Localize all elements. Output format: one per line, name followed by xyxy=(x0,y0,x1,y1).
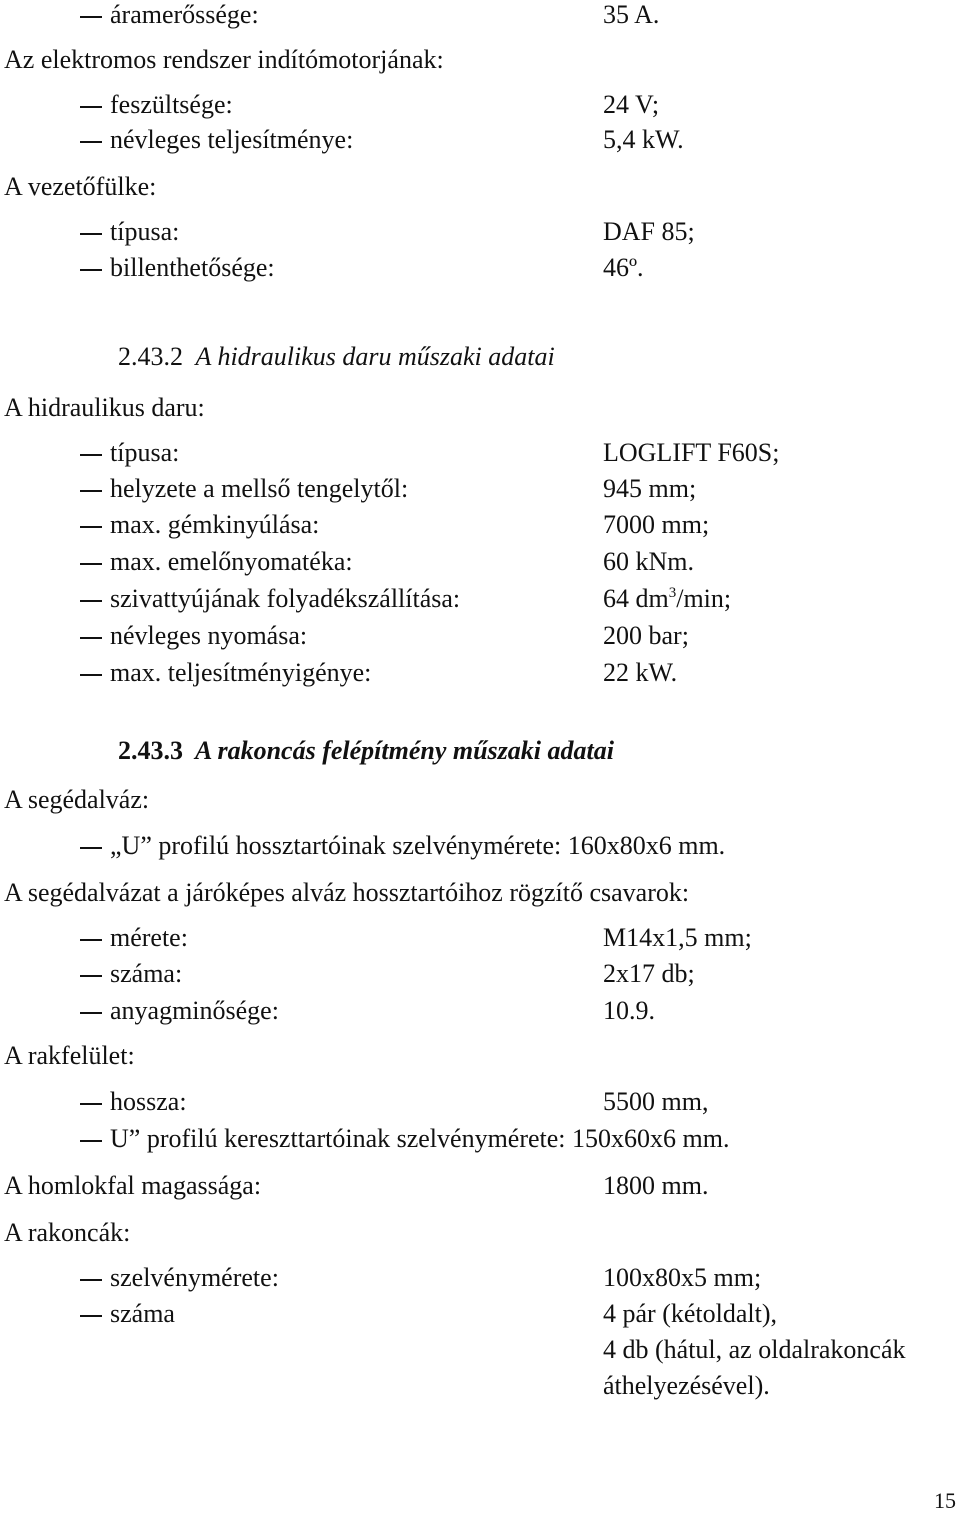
spec-value: 46º. xyxy=(603,253,644,282)
spec-value: 35 A. xyxy=(603,0,660,29)
bullet-dash xyxy=(80,454,102,456)
spec-line xyxy=(0,255,960,285)
section-intro xyxy=(0,880,960,910)
bullet-dash xyxy=(80,106,102,108)
bullet-dash xyxy=(80,563,102,565)
spec-line xyxy=(0,127,960,157)
bullet-dash xyxy=(80,1103,102,1105)
heading-title: A hidraulikus daru műszaki adatai xyxy=(195,342,555,371)
spec-label: névleges nyomása: xyxy=(110,621,308,650)
spec-value: 100x80x5 mm; xyxy=(603,1263,762,1292)
spec-label: típusa: xyxy=(110,438,180,467)
value-unit: /min; xyxy=(676,584,732,613)
bullet-dash xyxy=(80,1315,102,1317)
spec-label: A homlokfal magassága: xyxy=(4,1171,262,1200)
spec-value: 5500 mm, xyxy=(603,1087,709,1116)
intro-text: A segédalváz: xyxy=(4,785,150,814)
heading-text xyxy=(118,738,614,764)
spec-line xyxy=(0,1265,960,1295)
value-superscript: 3 xyxy=(668,585,677,601)
spec-label: max. teljesítményigénye: xyxy=(110,658,372,687)
spec-label: helyzete a mellső tengelytől: xyxy=(110,474,409,503)
section-intro xyxy=(0,395,960,425)
bullet-dash xyxy=(80,1140,102,1142)
spec-continuation xyxy=(0,1373,960,1403)
intro-text: A rakfelület: xyxy=(4,1041,135,1070)
value-main: 64 dm xyxy=(603,584,669,613)
heading-title: A rakoncás felépítmény műszaki adatai xyxy=(195,736,614,765)
spec-value: DAF 85; xyxy=(603,217,695,246)
bullet-dash xyxy=(80,269,102,271)
spec-label: billenthetősége: xyxy=(110,253,275,282)
spec-value: M14x1,5 mm; xyxy=(603,923,752,952)
spec-value: 60 kNm. xyxy=(603,547,694,576)
spec-value xyxy=(603,586,731,612)
spec-line xyxy=(0,512,960,542)
spec-line xyxy=(0,1126,960,1156)
spec-line xyxy=(0,2,960,32)
bullet-dash xyxy=(80,490,102,492)
spec-value: 200 bar; xyxy=(603,621,689,650)
section-intro xyxy=(0,1220,960,1250)
spec-line xyxy=(0,1301,960,1331)
spec-line xyxy=(0,1173,960,1203)
spec-line xyxy=(0,586,960,616)
spec-label: „U” profilú hossztartóinak szelvénymérete: 160x80x6 mm. xyxy=(110,831,726,860)
bullet-dash xyxy=(80,975,102,977)
bullet-dash xyxy=(80,939,102,941)
spec-value: 945 mm; xyxy=(603,474,697,503)
section-intro xyxy=(0,1043,960,1073)
spec-label: anyagminősége: xyxy=(110,996,279,1025)
bullet-dash xyxy=(80,600,102,602)
spec-line xyxy=(0,92,960,122)
bullet-dash xyxy=(80,233,102,235)
intro-text: A vezetőfülke: xyxy=(4,172,157,201)
bullet-dash xyxy=(80,1012,102,1014)
spec-label: száma xyxy=(110,1299,175,1328)
section-heading xyxy=(0,344,960,374)
spec-line xyxy=(0,219,960,249)
spec-value: 10.9. xyxy=(603,996,655,1025)
spec-label: hossza: xyxy=(110,1087,187,1116)
page-number: 15 xyxy=(934,1488,956,1513)
spec-line xyxy=(0,961,960,991)
intro-text: A rakoncák: xyxy=(4,1218,131,1247)
spec-label: max. gémkinyúlása: xyxy=(110,510,320,539)
spec-value: 24 V; xyxy=(603,90,660,119)
spec-value: 1800 mm. xyxy=(603,1171,709,1200)
spec-label: szelvénymérete: xyxy=(110,1263,279,1292)
spec-label: áramerőssége: xyxy=(110,0,259,29)
section-intro xyxy=(0,787,960,817)
heading-number: 2.43.3 xyxy=(118,736,183,765)
spec-value: 22 kW. xyxy=(603,658,678,687)
spec-continuation xyxy=(0,1337,960,1367)
spec-line xyxy=(0,440,960,470)
spec-label: mérete: xyxy=(110,923,188,952)
bullet-dash xyxy=(80,526,102,528)
bullet-dash xyxy=(80,16,102,18)
bullet-dash xyxy=(80,1279,102,1281)
spec-value: 2x17 db; xyxy=(603,959,695,988)
spec-value: 7000 mm; xyxy=(603,510,710,539)
spec-label: névleges teljesítménye: xyxy=(110,125,354,154)
spec-label: U” profilú kereszttartóinak szelvénymérete: 150x60x6 mm. xyxy=(110,1124,730,1153)
spec-label: max. emelőnyomatéka: xyxy=(110,547,353,576)
spec-line xyxy=(0,623,960,653)
spec-line xyxy=(0,1089,960,1119)
spec-line xyxy=(0,833,960,863)
heading-number: 2.43.2 xyxy=(118,342,183,371)
spec-line xyxy=(0,998,960,1028)
spec-line xyxy=(0,925,960,955)
bullet-dash xyxy=(80,141,102,143)
spec-label: feszültsége: xyxy=(110,90,233,119)
spec-value: 5,4 kW. xyxy=(603,125,684,154)
spec-label: száma: xyxy=(110,959,183,988)
spec-label: szivattyújának folyadékszállítása: xyxy=(110,584,461,613)
spec-value: 4 pár (kétoldalt), xyxy=(603,1299,777,1328)
section-intro xyxy=(0,174,960,204)
heading-text xyxy=(118,344,555,370)
spec-value: LOGLIFT F60S; xyxy=(603,438,780,467)
spec-label: típusa: xyxy=(110,217,180,246)
spec-value: 4 db (hátul, az oldalrakoncák xyxy=(603,1335,906,1364)
spec-line xyxy=(0,476,960,506)
intro-text: A hidraulikus daru: xyxy=(4,393,205,422)
bullet-dash xyxy=(80,674,102,676)
spec-line xyxy=(0,549,960,579)
section-heading xyxy=(0,738,960,768)
section-intro xyxy=(0,47,960,77)
intro-text: Az elektromos rendszer indítómotorjának: xyxy=(4,45,444,74)
spec-line xyxy=(0,660,960,690)
bullet-dash xyxy=(80,637,102,639)
intro-text: A segédalvázat a járóképes alváz hossztartóihoz rögzítő csavarok: xyxy=(4,878,690,907)
bullet-dash xyxy=(80,847,102,849)
spec-value: áthelyezésével). xyxy=(603,1371,770,1400)
